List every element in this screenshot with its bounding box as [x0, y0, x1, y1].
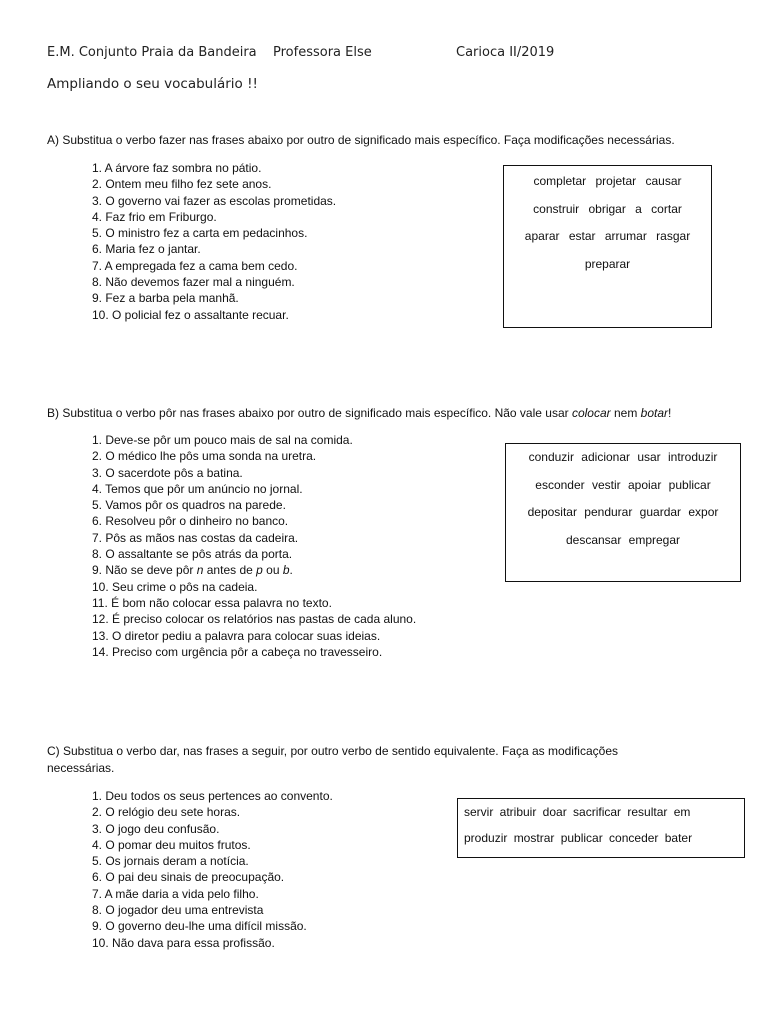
word-box-row: preparar	[584, 256, 631, 271]
list-item: 4. Temos que pôr um anúncio no jornal.	[92, 481, 303, 496]
list-item: 3. O governo vai fazer as escolas prometidas.	[92, 193, 337, 208]
word-box-row: depositar pendurar guardar expor	[527, 505, 719, 519]
item-emphasis: b	[282, 563, 290, 578]
list-item: 1. A árvore faz sombra no pátio.	[92, 161, 262, 175]
section-c-word-box	[457, 798, 745, 858]
section-b-list	[92, 432, 416, 660]
list-item: 10. O policial fez o assaltante recuar.	[92, 307, 289, 322]
section-a-word-box	[503, 165, 712, 328]
list-item: 3. O sacerdote pôs a batina.	[92, 465, 243, 480]
word-box-row: esconder vestir apoiar publicar	[535, 477, 711, 492]
word-box-row: completar projetar causar	[533, 174, 682, 188]
list-item: 5. Vamos pôr os quadros na parede.	[92, 498, 286, 513]
list-item: 3. O jogo deu confusão.	[92, 821, 220, 836]
item-text: ou	[262, 563, 283, 578]
list-item: 8. O assaltante se pôs atrás da porta.	[92, 547, 293, 562]
list-item: 7. A empregada fez a cama bem cedo.	[92, 258, 298, 273]
instruction-text: B) Substitua o verbo pôr nas frases abaixo por outro de significado mais específico. Não vale usar	[47, 406, 572, 420]
list-item: 2. O médico lhe pôs uma sonda na uretra.	[92, 449, 317, 464]
list-item: 2. O relógio deu sete horas.	[92, 805, 241, 820]
section-a-instruction: A) Substitua o verbo fazer nas frases abaixo por outro de significado mais específico. Faça modificações necessárias.	[47, 133, 675, 147]
item-text: .	[289, 563, 293, 578]
list-item: 6. Resolveu pôr o dinheiro no banco.	[92, 514, 289, 529]
item-text: antes de	[203, 563, 257, 578]
list-item	[92, 562, 416, 578]
list-item: 4. Faz frio em Friburgo.	[92, 209, 217, 224]
class-year: Carioca II/2019	[456, 45, 555, 60]
section-b-word-box	[505, 443, 741, 582]
school-name: E.M. Conjunto Praia da Bandeira	[47, 45, 257, 60]
item-emphasis: n	[196, 563, 204, 578]
list-item: 11. É bom não colocar essa palavra no texto.	[92, 595, 332, 610]
item-emphasis: p	[256, 563, 263, 578]
section-c-list	[92, 788, 333, 951]
list-item: 4. O pomar deu muitos frutos.	[92, 837, 251, 852]
list-item: 2. Ontem meu filho fez sete anos.	[92, 177, 272, 192]
list-item: 8. O jogador deu uma entrevista	[92, 903, 264, 918]
instruction-text: !	[668, 406, 672, 420]
list-item: 10. Seu crime o pôs na cadeia.	[92, 579, 258, 594]
list-item: 1. Deve-se pôr um pouco mais de sal na comida.	[92, 433, 353, 447]
list-item: 5. O ministro fez a carta em pedacinhos.	[92, 226, 308, 241]
word-box-row: produzir mostrar publicar conceder bater	[464, 831, 693, 845]
list-item: 7. Pôs as mãos nas costas da cadeira.	[92, 530, 299, 545]
page-subtitle: Ampliando o seu vocabulário !!	[47, 76, 258, 92]
list-item: 9. Fez a barba pela manhã.	[92, 291, 239, 306]
list-item: 7. A mãe daria a vida pelo filho.	[92, 886, 259, 901]
teacher-name: Professora Else	[273, 45, 372, 60]
list-item: 1. Deu todos os seus pertences ao convento.	[92, 789, 333, 803]
list-item: 5. Os jornais deram a notícia.	[92, 854, 249, 869]
list-item: 14. Preciso com urgência pôr a cabeça no travesseiro.	[92, 644, 383, 659]
list-item: 6. Maria fez o jantar.	[92, 242, 201, 257]
word-box-row: construir obrigar a cortar	[533, 201, 682, 216]
word-box-row: aparar estar arrumar rasgar	[524, 229, 691, 243]
list-item: 10. Não dava para essa profissão.	[92, 935, 275, 950]
instruction-emphasis: botar	[640, 406, 669, 420]
list-item: 6. O pai deu sinais de preocupação.	[92, 870, 285, 885]
list-item: 9. O governo deu-lhe uma difícil missão.	[92, 919, 307, 934]
section-c-instruction: C) Substitua o verbo dar, nas frases a seguir, por outro verbo de sentido equivalente. Faça as modificações necessárias.	[47, 744, 618, 775]
word-box-row: conduzir adicionar usar introduzir	[528, 450, 718, 464]
word-box-row: descansar empregar	[565, 532, 681, 547]
list-item: 13. O diretor pediu a palavra para colocar suas ideias.	[92, 628, 381, 643]
word-box-row: servir atribuir doar sacrificar resultar em	[464, 805, 691, 819]
list-item: 12. É preciso colocar os relatórios nas pastas de cada aluno.	[92, 612, 417, 627]
section-a-list	[92, 160, 336, 323]
section-b-instruction	[47, 405, 727, 422]
instruction-emphasis: colocar	[571, 406, 611, 420]
list-item: 8. Não devemos fazer mal a ninguém.	[92, 275, 295, 290]
item-text: 9. Não se deve pôr	[92, 563, 197, 578]
instruction-text: nem	[610, 406, 641, 420]
